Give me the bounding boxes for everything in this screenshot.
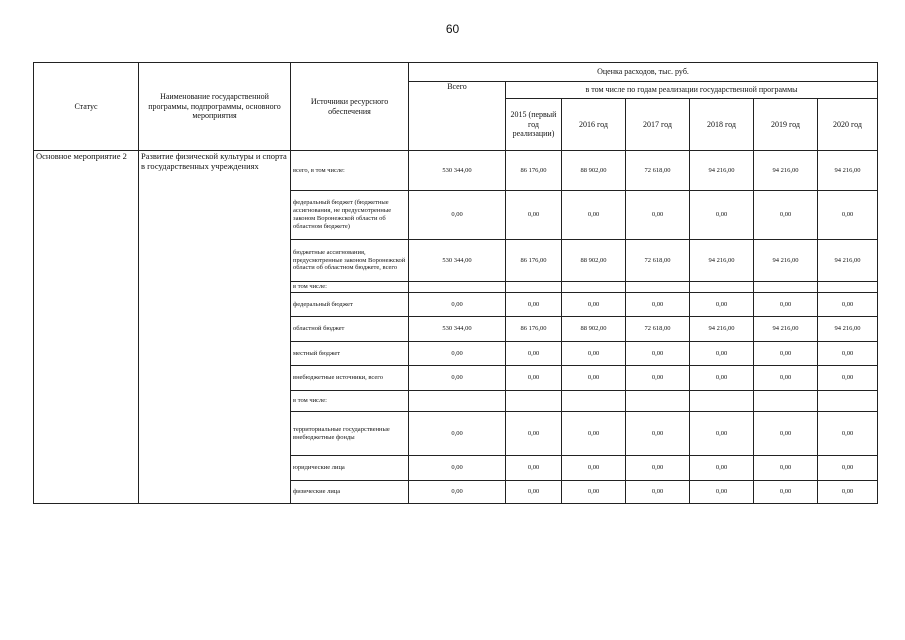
value-cell: 72 618,00	[626, 240, 690, 282]
value-cell: 0,00	[409, 342, 506, 366]
value-cell: 0,00	[754, 412, 818, 456]
value-cell: 0,00	[409, 366, 506, 391]
header-year-2019: 2019 год	[754, 99, 818, 151]
value-cell: 72 618,00	[626, 151, 690, 191]
value-cell: 0,00	[754, 191, 818, 240]
header-year-2016: 2016 год	[562, 99, 626, 151]
header-status: Статус	[34, 63, 139, 151]
value-cell: 0,00	[818, 366, 878, 391]
value-cell: 0,00	[754, 366, 818, 391]
value-cell: 0,00	[818, 481, 878, 504]
source-cell: федеральный бюджет	[291, 293, 409, 317]
value-cell	[506, 391, 562, 412]
value-cell: 0,00	[562, 481, 626, 504]
value-cell: 0,00	[626, 456, 690, 481]
table-row	[34, 151, 878, 191]
source-cell: местный бюджет	[291, 342, 409, 366]
header-year-2015: 2015 (первый год реализации)	[506, 99, 562, 151]
value-cell	[562, 282, 626, 293]
value-cell: 0,00	[506, 191, 562, 240]
value-cell: 0,00	[626, 366, 690, 391]
header-estimate: Оценка расходов, тыс. руб.	[409, 63, 878, 82]
source-cell: в том числе:	[291, 391, 409, 412]
table-header	[34, 63, 878, 151]
value-cell: 530 344,00	[409, 151, 506, 191]
value-cell: 0,00	[626, 293, 690, 317]
value-cell: 0,00	[562, 366, 626, 391]
value-cell	[754, 391, 818, 412]
value-cell: 0,00	[754, 481, 818, 504]
value-cell: 0,00	[409, 293, 506, 317]
source-cell: юридические лица	[291, 456, 409, 481]
value-cell: 94 216,00	[754, 240, 818, 282]
value-cell: 0,00	[409, 191, 506, 240]
program-name-cell: Развитие физической культуры и спорта в государственных учреждениях	[139, 151, 291, 504]
value-cell	[409, 391, 506, 412]
header-year-2017: 2017 год	[626, 99, 690, 151]
page-number: 60	[445, 22, 460, 36]
value-cell: 0,00	[690, 366, 754, 391]
source-cell: федеральный бюджет (бюджетные ассигнования, не предусмотренные законом Воронежской области об областном бюджете)	[291, 191, 409, 240]
value-cell	[690, 282, 754, 293]
value-cell: 530 344,00	[409, 317, 506, 342]
value-cell: 94 216,00	[690, 240, 754, 282]
value-cell	[562, 391, 626, 412]
value-cell: 0,00	[506, 293, 562, 317]
value-cell	[818, 391, 878, 412]
value-cell: 0,00	[818, 412, 878, 456]
header-total: Всего	[409, 82, 506, 151]
value-cell: 94 216,00	[754, 151, 818, 191]
value-cell: 0,00	[690, 342, 754, 366]
value-cell: 0,00	[409, 412, 506, 456]
value-cell: 94 216,00	[690, 151, 754, 191]
value-cell: 0,00	[626, 481, 690, 504]
header-year-2020: 2020 год	[818, 99, 878, 151]
header-by-years: в том числе по годам реализации государственной программы	[506, 82, 878, 99]
value-cell: 0,00	[626, 412, 690, 456]
value-cell: 0,00	[506, 456, 562, 481]
value-cell: 94 216,00	[754, 317, 818, 342]
value-cell: 94 216,00	[690, 317, 754, 342]
value-cell	[754, 282, 818, 293]
value-cell: 0,00	[690, 412, 754, 456]
value-cell: 0,00	[562, 191, 626, 240]
value-cell: 0,00	[690, 191, 754, 240]
value-cell: 0,00	[562, 456, 626, 481]
value-cell: 0,00	[409, 481, 506, 504]
value-cell: 0,00	[818, 293, 878, 317]
value-cell: 88 902,00	[562, 151, 626, 191]
value-cell: 0,00	[818, 456, 878, 481]
value-cell	[818, 282, 878, 293]
header-sources: Источники ресурсного обеспечения	[291, 63, 409, 151]
value-cell	[409, 282, 506, 293]
value-cell: 0,00	[690, 481, 754, 504]
source-cell: в том числе:	[291, 282, 409, 293]
value-cell: 94 216,00	[818, 151, 878, 191]
budget-table	[33, 62, 878, 504]
value-cell: 88 902,00	[562, 240, 626, 282]
value-cell: 94 216,00	[818, 317, 878, 342]
value-cell: 0,00	[754, 342, 818, 366]
header-year-2018: 2018 год	[690, 99, 754, 151]
value-cell: 0,00	[754, 293, 818, 317]
value-cell: 0,00	[626, 342, 690, 366]
source-cell: всего, в том числе:	[291, 151, 409, 191]
value-cell	[506, 282, 562, 293]
source-cell: внебюджетные источники, всего	[291, 366, 409, 391]
value-cell	[626, 391, 690, 412]
value-cell: 0,00	[754, 456, 818, 481]
value-cell: 0,00	[562, 342, 626, 366]
table-body	[34, 151, 878, 504]
value-cell: 0,00	[818, 342, 878, 366]
value-cell: 0,00	[506, 481, 562, 504]
header-name: Наименование государственной программы, подпрограммы, основного мероприятия	[139, 63, 291, 151]
value-cell: 86 176,00	[506, 151, 562, 191]
value-cell: 0,00	[506, 366, 562, 391]
value-cell: 0,00	[818, 191, 878, 240]
value-cell: 530 344,00	[409, 240, 506, 282]
source-cell: областной бюджет	[291, 317, 409, 342]
value-cell: 0,00	[562, 412, 626, 456]
source-cell: территориальные государственные внебюджетные фонды	[291, 412, 409, 456]
value-cell: 0,00	[690, 456, 754, 481]
status-cell: Основное мероприятие 2	[34, 151, 139, 504]
value-cell: 94 216,00	[818, 240, 878, 282]
value-cell: 0,00	[690, 293, 754, 317]
value-cell: 72 618,00	[626, 317, 690, 342]
value-cell: 86 176,00	[506, 240, 562, 282]
value-cell: 88 902,00	[562, 317, 626, 342]
source-cell: бюджетные ассигнования, предусмотренные законом Воронежской области об областном бюджете, всего	[291, 240, 409, 282]
value-cell: 0,00	[626, 191, 690, 240]
value-cell: 0,00	[506, 342, 562, 366]
value-cell	[690, 391, 754, 412]
source-cell: физические лица	[291, 481, 409, 504]
value-cell: 0,00	[562, 293, 626, 317]
value-cell: 0,00	[409, 456, 506, 481]
value-cell: 86 176,00	[506, 317, 562, 342]
value-cell	[626, 282, 690, 293]
value-cell: 0,00	[506, 412, 562, 456]
